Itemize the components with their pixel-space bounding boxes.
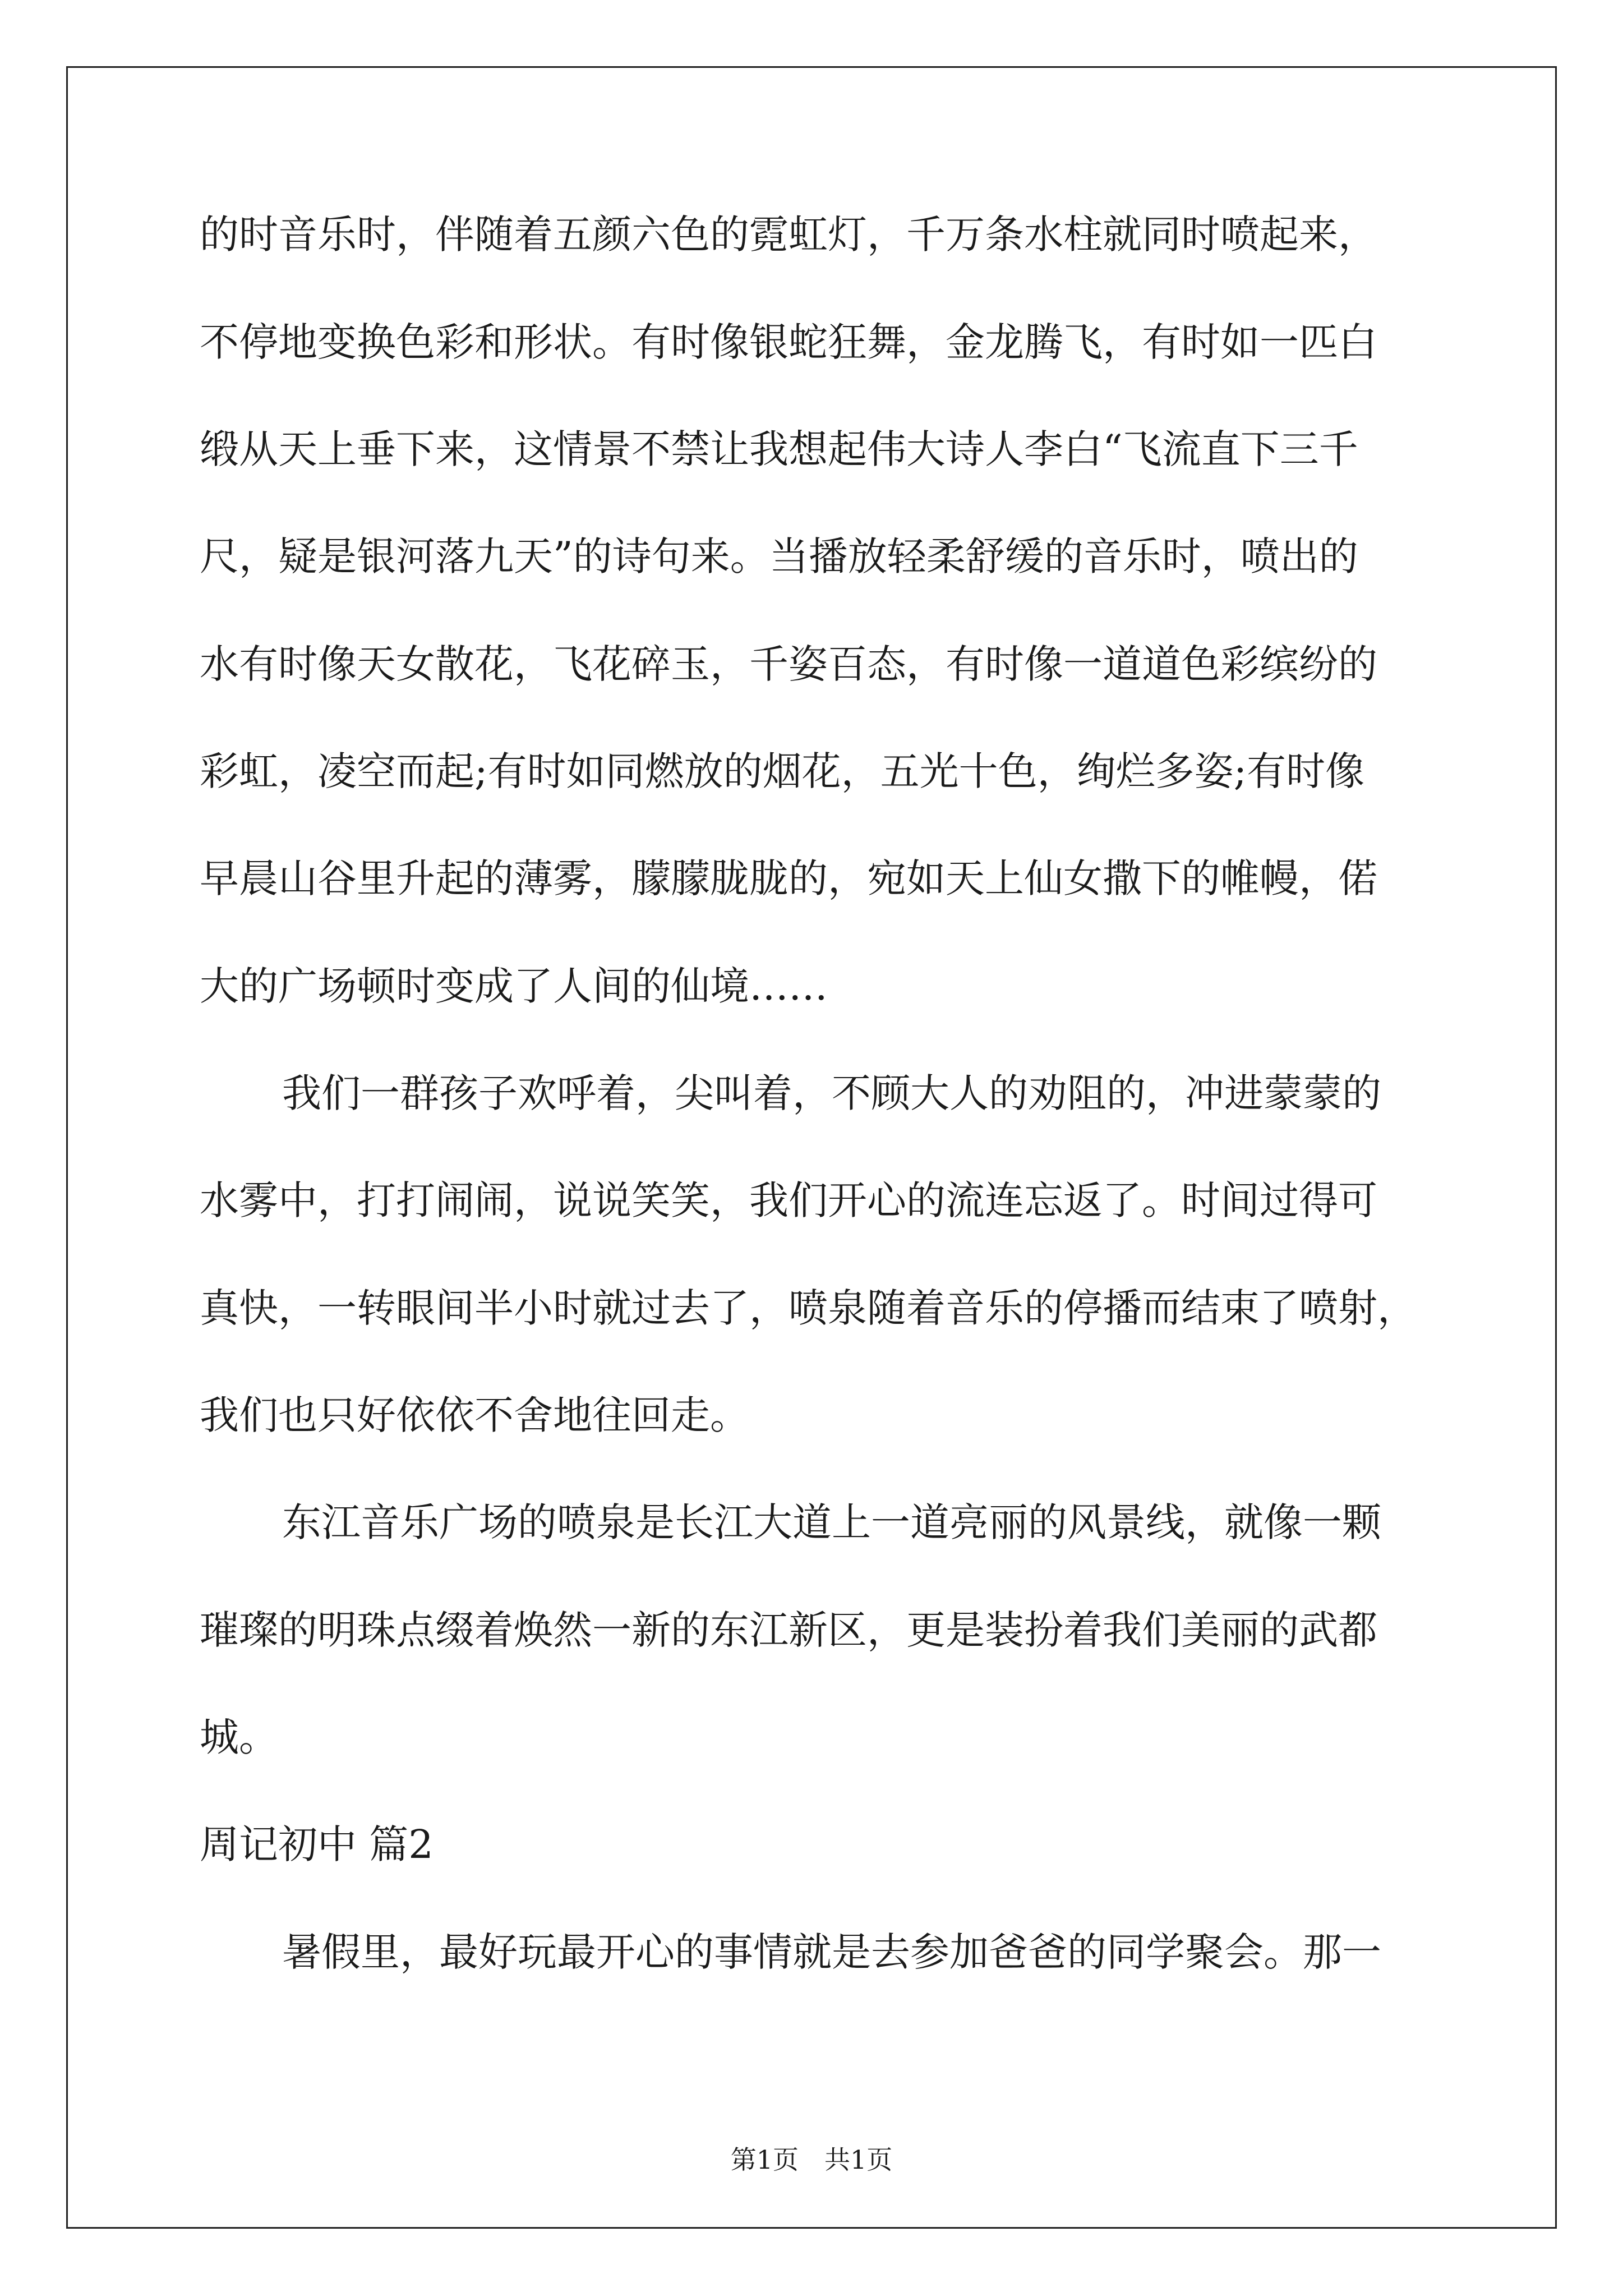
paragraph-line: 缎从天上垂下来，这情景不禁让我想起伟大诗人李白“飞流直下三千	[200, 426, 1358, 472]
paragraph-line: 我们一群孩子欢呼着，尖叫着，不顾大人的劝阻的，冲进蒙蒙的	[282, 1070, 1381, 1116]
section-heading: 周记初中 篇2	[200, 1821, 434, 1867]
paragraph-line: 尺，疑是银河落九天”的诗句来。当播放轻柔舒缓的音乐时，喷出的	[200, 533, 1358, 579]
paragraph-line: 东江音乐广场的喷泉是长江大道上一道亮丽的风景线，就像一颗	[282, 1499, 1381, 1545]
paragraph-line: 不停地变换色彩和形状。有时像银蛇狂舞，金龙腾飞，有时如一匹白	[200, 319, 1377, 365]
paragraph-line: 的时音乐时，伴随着五颜六色的霓虹灯，千万条水柱就同时喷起来，	[200, 211, 1377, 257]
paragraph-line: 城。	[200, 1714, 278, 1760]
paragraph-line: 璀璨的明珠点缀着焕然一新的东江新区，更是装扮着我们美丽的武都	[200, 1607, 1377, 1653]
page-border	[66, 66, 1557, 2229]
page-footer: 第1页 共1页	[730, 2145, 893, 2175]
paragraph-line: 大的广场顿时变成了人间的仙境……	[200, 963, 828, 1009]
paragraph-line: 水雾中，打打闹闹，说说笑笑，我们开心的流连忘返了。时间过得可	[200, 1177, 1377, 1223]
paragraph-line: 我们也只好依依不舍地往回走。	[200, 1392, 749, 1438]
paragraph-line: 彩虹，凌空而起;有时如同燃放的烟花，五光十色，绚烂多姿;有时像	[200, 748, 1365, 794]
paragraph-line: 真快，一转眼间半小时就过去了，喷泉随着音乐的停播而结束了喷射，	[200, 1285, 1417, 1331]
paragraph-line: 水有时像天女散花，飞花碎玉，千姿百态，有时像一道道色彩缤纷的	[200, 641, 1377, 687]
paragraph-line: 暑假里，最好玩最开心的事情就是去参加爸爸的同学聚会。那一	[282, 1929, 1381, 1975]
paragraph-line: 早晨山谷里升起的薄雾，朦朦胧胧的，宛如天上仙女撒下的帷幔，偌	[200, 855, 1377, 901]
